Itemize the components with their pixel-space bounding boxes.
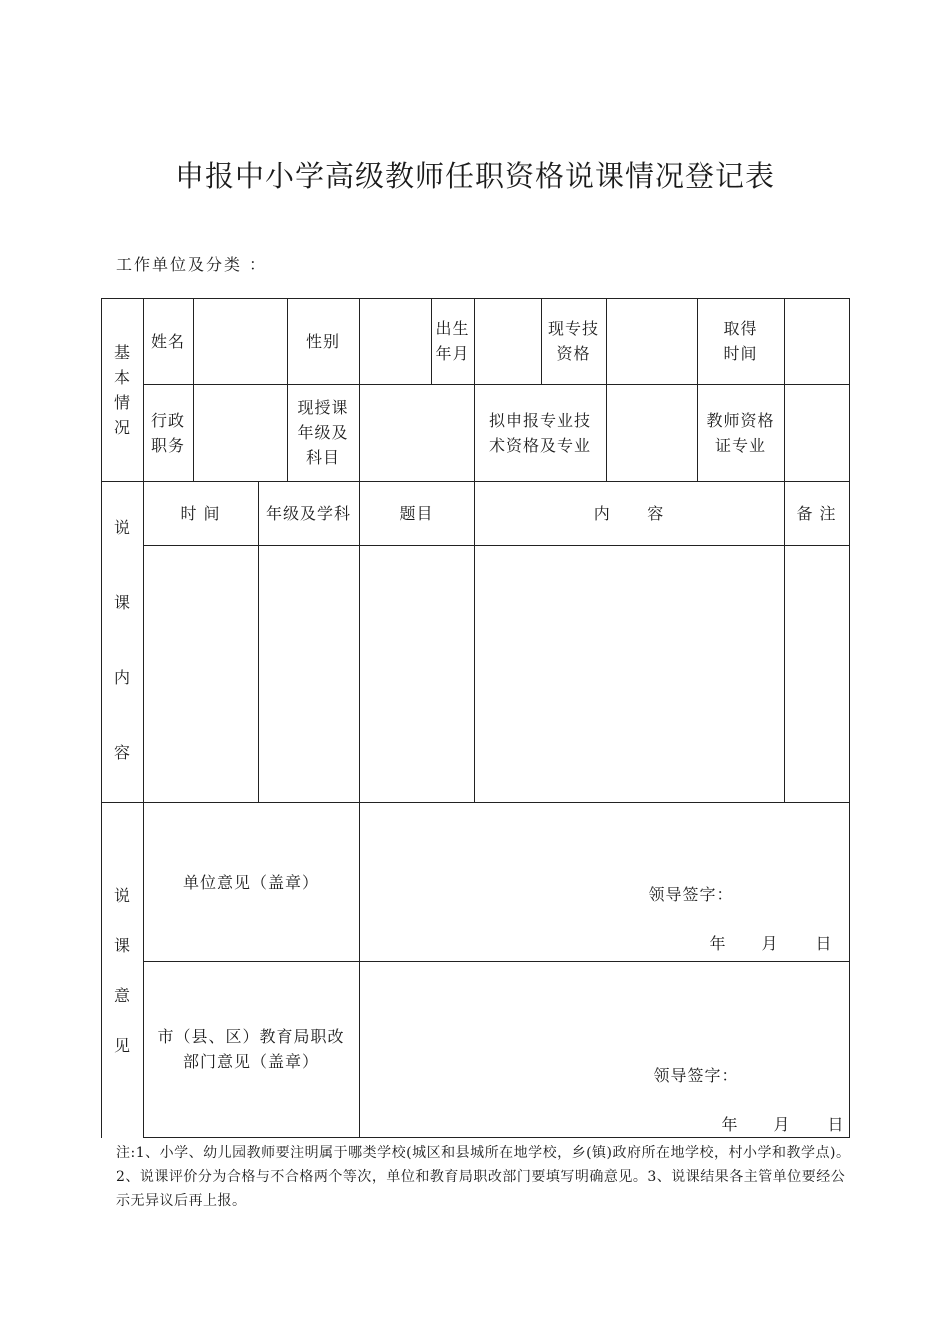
admin-post-field[interactable] — [194, 385, 287, 481]
name-label: 姓名 — [150, 331, 185, 351]
birth-date-field[interactable] — [475, 299, 541, 384]
admin-post-label: 行政 职务 — [150, 410, 185, 455]
unit-date-year: 年 — [709, 934, 727, 953]
teacher-cert-major-label: 教师资格 证专业 — [706, 410, 775, 455]
basic-info-section-label: 基 本 情 况 — [113, 343, 130, 437]
teacher-cert-major-field[interactable] — [785, 385, 849, 481]
bureau-date-month: 月 — [773, 1115, 791, 1134]
work-unit-label: 工作单位及分类 ： — [116, 255, 268, 274]
column-header-grade-subject: 年级及学科 — [265, 503, 351, 523]
topic-entry-cell[interactable] — [360, 546, 474, 802]
column-header-topic: 题目 — [399, 503, 434, 523]
gender-field[interactable] — [360, 299, 431, 384]
time-entry-cell[interactable] — [144, 546, 258, 802]
bureau-opinion-field[interactable] — [360, 962, 849, 1137]
grade-subject-entry-cell[interactable] — [259, 546, 359, 802]
unit-date-day: 日 — [815, 934, 833, 953]
gender-label: 性别 — [305, 331, 340, 351]
column-header-content: 内 容 — [593, 503, 665, 523]
bureau-date-day: 日 — [827, 1115, 845, 1134]
birth-date-label: 出生 年月 — [435, 319, 470, 363]
unit-date-month: 月 — [761, 934, 779, 953]
page-title: 申报中小学高级教师任职资格说课情况登记表 — [174, 159, 775, 193]
teaching-grade-subject-label: 现授课 年级及 科目 — [297, 398, 349, 467]
apply-title-major-label: 拟申报专业技 术资格及专业 — [488, 410, 591, 455]
current-title-field[interactable] — [607, 299, 697, 384]
bureau-date-year: 年 — [721, 1115, 739, 1134]
teaching-grade-subject-field[interactable] — [360, 385, 474, 481]
lecture-content-section-label: 说 课 内 容 — [113, 518, 130, 762]
bureau-opinion-label: 市（县、区）教育局职改 部门意见（盖章） — [157, 1027, 345, 1071]
lecture-opinion-section-label: 说 课 意 见 — [113, 886, 130, 1055]
bureau-leader-signature: 领导签字： — [653, 1066, 739, 1085]
unit-leader-signature: 领导签字： — [648, 885, 734, 904]
obtain-time-label: 取得 时间 — [723, 319, 758, 363]
obtain-time-field[interactable] — [785, 299, 849, 384]
column-header-remark: 备 注 — [796, 503, 837, 523]
unit-opinion-label: 单位意见（盖章） — [182, 872, 319, 892]
column-header-time: 时 间 — [180, 503, 221, 523]
name-field[interactable] — [194, 299, 287, 384]
apply-title-major-field[interactable] — [607, 385, 697, 481]
remark-entry-cell[interactable] — [785, 546, 849, 802]
content-entry-cell[interactable] — [475, 546, 784, 802]
current-title-label: 现专技 资格 — [547, 319, 599, 363]
footnote: 注:1、小学、幼儿园教师要注明属于哪类学校(城区和县城所在地学校，乡(镇)政府所在地学校，村小学和教学点)。2、说课评价分为合格与不合格两个等次，单位和教育局职改部门要填写明确意见。3、说课结果各主管单位要经公示无异议后再上报。 — [116, 1145, 851, 1209]
